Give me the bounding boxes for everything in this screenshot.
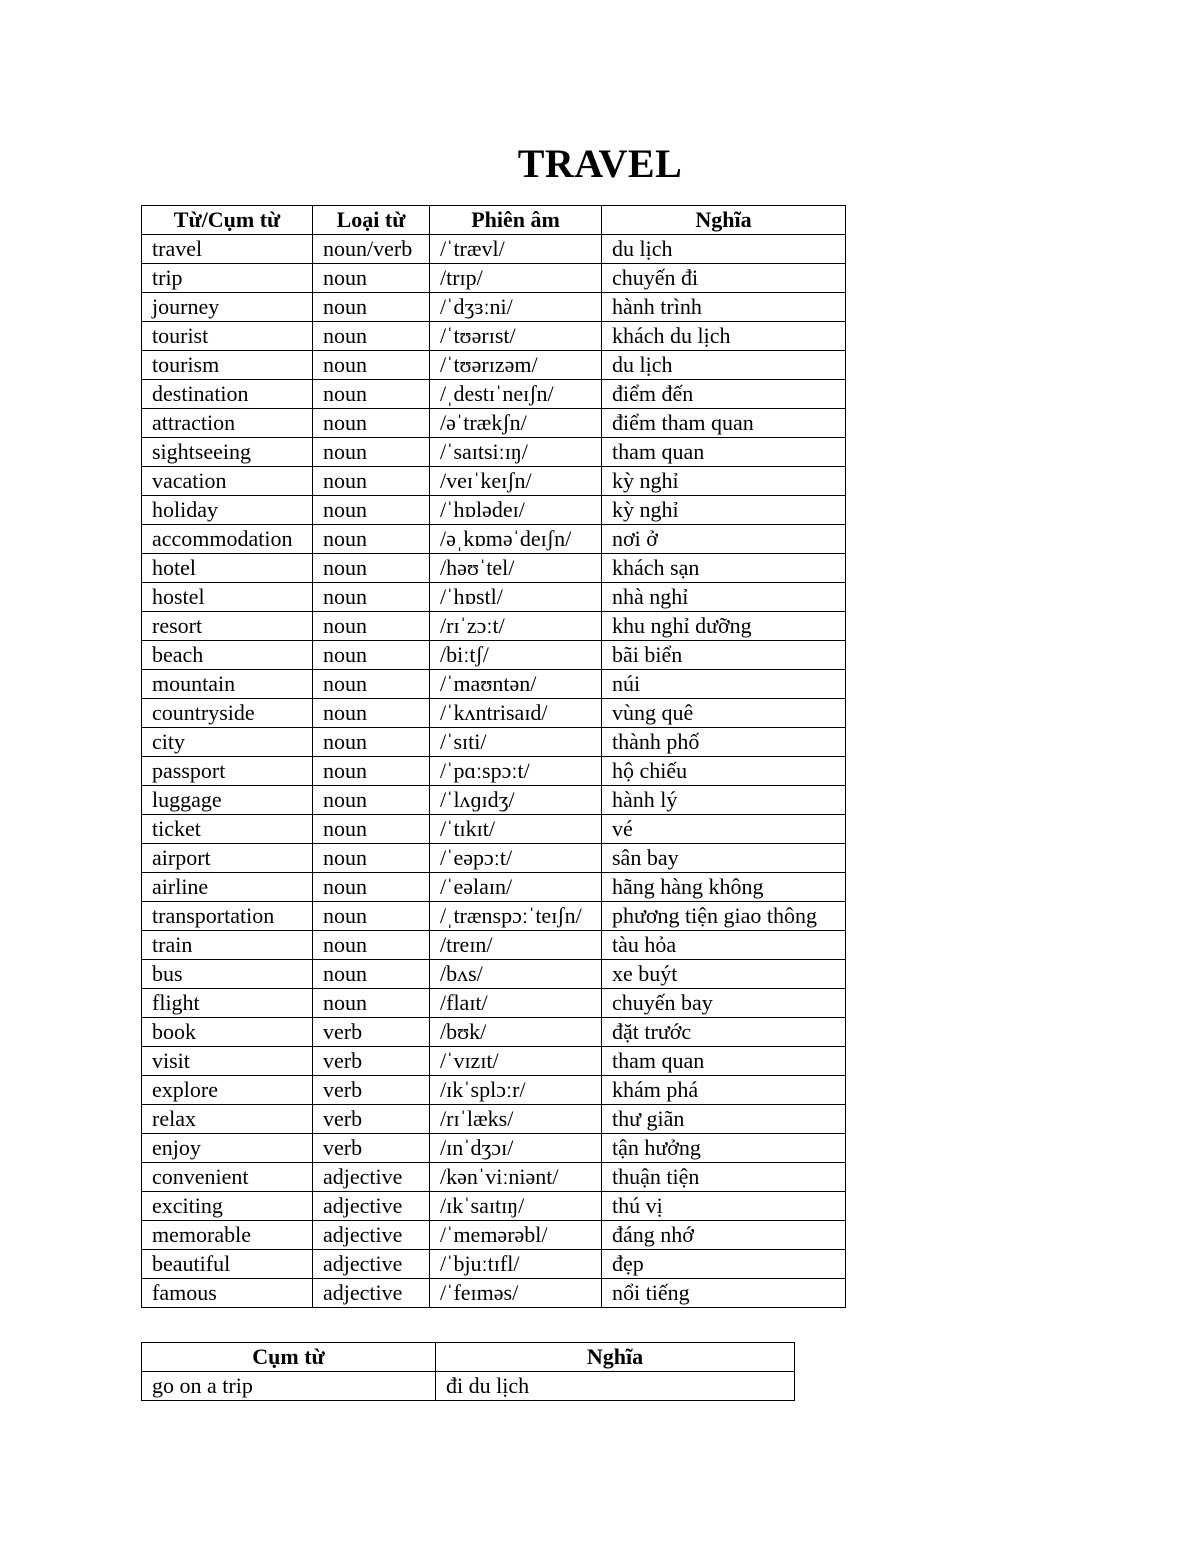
table-row	[142, 525, 846, 554]
word-cell: ticket	[142, 815, 313, 844]
table-row	[142, 641, 846, 670]
word-cell: tourist	[142, 322, 313, 351]
pronunciation-cell: /ˈdʒɜːni/	[430, 293, 602, 322]
word-type-cell: noun	[313, 525, 430, 554]
table-row	[142, 1372, 795, 1401]
table-row	[142, 989, 846, 1018]
meaning-cell: khách sạn	[602, 554, 846, 583]
meaning-cell: phương tiện giao thông	[602, 902, 846, 931]
pronunciation-cell: /ˈmemərəbl/	[430, 1221, 602, 1250]
word-cell: mountain	[142, 670, 313, 699]
column-header-word-type: Loại từ	[313, 206, 430, 235]
pronunciation-cell: /ˌdestɪˈneɪʃn/	[430, 380, 602, 409]
pronunciation-cell: /ˈtɪkɪt/	[430, 815, 602, 844]
meaning-cell: đẹp	[602, 1250, 846, 1279]
pronunciation-cell: /treɪn/	[430, 931, 602, 960]
word-type-cell: adjective	[313, 1192, 430, 1221]
word-type-cell: noun	[313, 612, 430, 641]
word-cell: countryside	[142, 699, 313, 728]
word-type-cell: noun	[313, 786, 430, 815]
word-cell: relax	[142, 1105, 313, 1134]
table-row	[142, 409, 846, 438]
table-row	[142, 583, 846, 612]
word-type-cell: noun	[313, 757, 430, 786]
pronunciation-cell: /həʊˈtel/	[430, 554, 602, 583]
word-cell: city	[142, 728, 313, 757]
meaning-cell: tàu hỏa	[602, 931, 846, 960]
word-cell: sightseeing	[142, 438, 313, 467]
meaning-cell: du lịch	[602, 235, 846, 264]
pronunciation-cell: /biːtʃ/	[430, 641, 602, 670]
pronunciation-cell: /rɪˈzɔːt/	[430, 612, 602, 641]
word-cell: resort	[142, 612, 313, 641]
table-row	[142, 1047, 846, 1076]
meaning-cell: hộ chiếu	[602, 757, 846, 786]
word-type-cell: noun	[313, 989, 430, 1018]
table-row	[142, 902, 846, 931]
meaning-cell: núi	[602, 670, 846, 699]
meaning-cell: điểm đến	[602, 380, 846, 409]
word-type-cell: noun	[313, 554, 430, 583]
pronunciation-cell: /trɪp/	[430, 264, 602, 293]
phrase-table	[141, 1342, 795, 1401]
word-cell: explore	[142, 1076, 313, 1105]
word-cell: tourism	[142, 351, 313, 380]
pronunciation-cell: /ɪnˈdʒɔɪ/	[430, 1134, 602, 1163]
pronunciation-cell: /ˈkʌntrisaɪd/	[430, 699, 602, 728]
pronunciation-cell: /veɪˈkeɪʃn/	[430, 467, 602, 496]
pronunciation-cell: /ˈeəlaɪn/	[430, 873, 602, 902]
meaning-cell: nhà nghỉ	[602, 583, 846, 612]
meaning-cell: tham quan	[602, 1047, 846, 1076]
word-type-cell: verb	[313, 1105, 430, 1134]
word-cell: accommodation	[142, 525, 313, 554]
table-row	[142, 728, 846, 757]
table-row	[142, 467, 846, 496]
word-type-cell: verb	[313, 1076, 430, 1105]
column-header-phrase: Cụm từ	[142, 1343, 436, 1372]
pronunciation-cell: /ˈsɪti/	[430, 728, 602, 757]
table-row	[142, 351, 846, 380]
word-type-cell: noun	[313, 322, 430, 351]
word-cell: passport	[142, 757, 313, 786]
meaning-cell: nơi ở	[602, 525, 846, 554]
word-cell: airport	[142, 844, 313, 873]
word-type-cell: noun	[313, 496, 430, 525]
word-type-cell: noun	[313, 815, 430, 844]
word-cell: beautiful	[142, 1250, 313, 1279]
meaning-cell: kỳ nghỉ	[602, 467, 846, 496]
meaning-cell: thư giãn	[602, 1105, 846, 1134]
table-row	[142, 786, 846, 815]
column-header-meaning: Nghĩa	[602, 206, 846, 235]
table-row	[142, 670, 846, 699]
word-cell: transportation	[142, 902, 313, 931]
table-row	[142, 554, 846, 583]
word-cell: memorable	[142, 1221, 313, 1250]
meaning-cell: chuyến bay	[602, 989, 846, 1018]
word-type-cell: adjective	[313, 1250, 430, 1279]
meaning-cell: hãng hàng không	[602, 873, 846, 902]
pronunciation-cell: /ˈlʌɡɪdʒ/	[430, 786, 602, 815]
meaning-cell: tham quan	[602, 438, 846, 467]
table-row	[142, 1134, 846, 1163]
pronunciation-cell: /əˌkɒməˈdeɪʃn/	[430, 525, 602, 554]
pronunciation-cell: /ˈhɒstl/	[430, 583, 602, 612]
word-type-cell: verb	[313, 1134, 430, 1163]
pronunciation-cell: /ˈtrævl/	[430, 235, 602, 264]
word-type-cell: noun	[313, 873, 430, 902]
column-header-word: Từ/Cụm từ	[142, 206, 313, 235]
column-header-pronunciation: Phiên âm	[430, 206, 602, 235]
word-type-cell: noun	[313, 264, 430, 293]
word-cell: luggage	[142, 786, 313, 815]
meaning-cell: thú vị	[602, 1192, 846, 1221]
table-row	[142, 612, 846, 641]
meaning-cell: đi du lịch	[436, 1372, 795, 1401]
pronunciation-cell: /ˈbjuːtɪfl/	[430, 1250, 602, 1279]
word-cell: destination	[142, 380, 313, 409]
meaning-cell: thuận tiện	[602, 1163, 846, 1192]
meaning-cell: vùng quê	[602, 699, 846, 728]
table-row	[142, 1279, 846, 1308]
meaning-cell: điểm tham quan	[602, 409, 846, 438]
word-cell: journey	[142, 293, 313, 322]
pronunciation-cell: /rɪˈlæks/	[430, 1105, 602, 1134]
table-row	[142, 1163, 846, 1192]
word-cell: airline	[142, 873, 313, 902]
table-row	[142, 844, 846, 873]
word-cell: hotel	[142, 554, 313, 583]
table-row	[142, 322, 846, 351]
meaning-cell: hành trình	[602, 293, 846, 322]
word-type-cell: adjective	[313, 1221, 430, 1250]
word-type-cell: adjective	[313, 1163, 430, 1192]
pronunciation-cell: /ˈtʊərɪst/	[430, 322, 602, 351]
meaning-cell: khách du lịch	[602, 322, 846, 351]
pronunciation-cell: /ˈfeɪməs/	[430, 1279, 602, 1308]
word-type-cell: noun	[313, 641, 430, 670]
table-row	[142, 1076, 846, 1105]
word-cell: holiday	[142, 496, 313, 525]
pronunciation-cell: /ˈmaʊntən/	[430, 670, 602, 699]
meaning-cell: chuyến đi	[602, 264, 846, 293]
pronunciation-cell: /ˈhɒlədeɪ/	[430, 496, 602, 525]
word-type-cell: noun	[313, 728, 430, 757]
word-type-cell: noun	[313, 699, 430, 728]
word-type-cell: noun	[313, 902, 430, 931]
table-row	[142, 960, 846, 989]
pronunciation-cell: /əˈtrækʃn/	[430, 409, 602, 438]
word-type-cell: noun	[313, 931, 430, 960]
meaning-cell: đặt trước	[602, 1018, 846, 1047]
meaning-cell: khu nghỉ dưỡng	[602, 612, 846, 641]
table-row	[142, 380, 846, 409]
word-cell: train	[142, 931, 313, 960]
word-cell: trip	[142, 264, 313, 293]
pronunciation-cell: /ˈeəpɔːt/	[430, 844, 602, 873]
table-row	[142, 1018, 846, 1047]
table-row	[142, 293, 846, 322]
pronunciation-cell: /flaɪt/	[430, 989, 602, 1018]
word-cell: bus	[142, 960, 313, 989]
table-row	[142, 757, 846, 786]
word-cell: beach	[142, 641, 313, 670]
table-header-row	[142, 1343, 795, 1372]
meaning-cell: nổi tiếng	[602, 1279, 846, 1308]
table-row	[142, 1250, 846, 1279]
table-row	[142, 699, 846, 728]
pronunciation-cell: /ˈpɑːspɔːt/	[430, 757, 602, 786]
pronunciation-cell: /bʊk/	[430, 1018, 602, 1047]
pronunciation-cell: /ɪkˈsplɔːr/	[430, 1076, 602, 1105]
table-row	[142, 873, 846, 902]
table-row	[142, 1192, 846, 1221]
pronunciation-cell: /ˈvɪzɪt/	[430, 1047, 602, 1076]
pronunciation-cell: /bʌs/	[430, 960, 602, 989]
word-type-cell: noun	[313, 844, 430, 873]
table-row	[142, 496, 846, 525]
table-row	[142, 815, 846, 844]
word-type-cell: noun	[313, 438, 430, 467]
table-row	[142, 1105, 846, 1134]
table-header-row	[142, 206, 846, 235]
word-type-cell: verb	[313, 1018, 430, 1047]
word-type-cell: noun	[313, 293, 430, 322]
table-row	[142, 931, 846, 960]
word-type-cell: noun	[313, 409, 430, 438]
word-type-cell: noun	[313, 351, 430, 380]
word-cell: famous	[142, 1279, 313, 1308]
word-type-cell: noun/verb	[313, 235, 430, 264]
table-row	[142, 1221, 846, 1250]
word-cell: convenient	[142, 1163, 313, 1192]
word-type-cell: noun	[313, 467, 430, 496]
table-row	[142, 235, 846, 264]
meaning-cell: kỳ nghỉ	[602, 496, 846, 525]
word-cell: hostel	[142, 583, 313, 612]
phrase-cell: go on a trip	[142, 1372, 436, 1401]
meaning-cell: đáng nhớ	[602, 1221, 846, 1250]
word-type-cell: verb	[313, 1047, 430, 1076]
pronunciation-cell: /ˈsaɪtsiːɪŋ/	[430, 438, 602, 467]
meaning-cell: sân bay	[602, 844, 846, 873]
word-cell: enjoy	[142, 1134, 313, 1163]
meaning-cell: hành lý	[602, 786, 846, 815]
table-row	[142, 438, 846, 467]
word-type-cell: noun	[313, 960, 430, 989]
word-type-cell: adjective	[313, 1279, 430, 1308]
word-type-cell: noun	[313, 670, 430, 699]
word-cell: visit	[142, 1047, 313, 1076]
word-cell: book	[142, 1018, 313, 1047]
meaning-cell: khám phá	[602, 1076, 846, 1105]
word-cell: flight	[142, 989, 313, 1018]
meaning-cell: thành phố	[602, 728, 846, 757]
page-title: TRAVEL	[517, 141, 683, 186]
pronunciation-cell: /ˌtrænspɔːˈteɪʃn/	[430, 902, 602, 931]
meaning-cell: xe buýt	[602, 960, 846, 989]
pronunciation-cell: /ˈtʊərɪzəm/	[430, 351, 602, 380]
word-cell: exciting	[142, 1192, 313, 1221]
pronunciation-cell: /kənˈviːniənt/	[430, 1163, 602, 1192]
meaning-cell: du lịch	[602, 351, 846, 380]
vocabulary-table	[141, 205, 846, 1308]
word-cell: travel	[142, 235, 313, 264]
word-cell: attraction	[142, 409, 313, 438]
meaning-cell: bãi biển	[602, 641, 846, 670]
table-row	[142, 264, 846, 293]
word-type-cell: noun	[313, 380, 430, 409]
pronunciation-cell: /ɪkˈsaɪtɪŋ/	[430, 1192, 602, 1221]
meaning-cell: vé	[602, 815, 846, 844]
meaning-cell: tận hưởng	[602, 1134, 846, 1163]
word-type-cell: noun	[313, 583, 430, 612]
word-cell: vacation	[142, 467, 313, 496]
column-header-meaning: Nghĩa	[436, 1343, 795, 1372]
